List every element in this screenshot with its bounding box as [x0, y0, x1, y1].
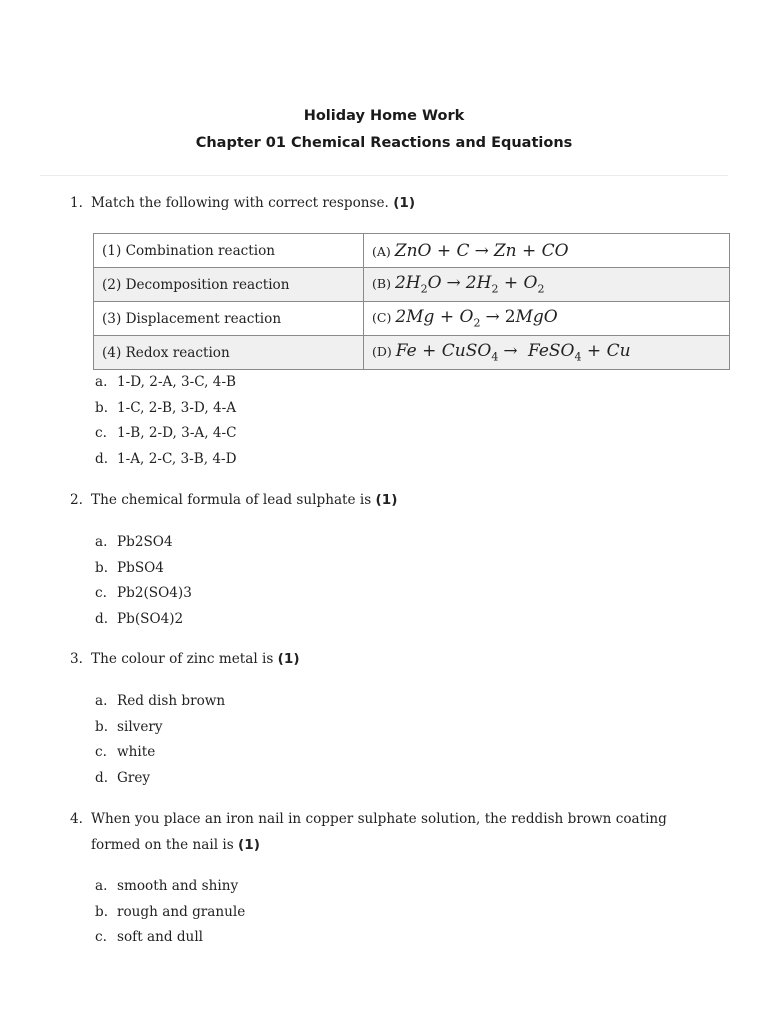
option-text: white	[117, 744, 156, 761]
question-marks: (1)	[238, 837, 260, 853]
header-divider	[40, 175, 728, 176]
chapter-title: Chapter 01 Chemical Reactions and Equations	[195, 135, 573, 151]
option-letter: d.	[95, 611, 109, 628]
option-letter: b.	[95, 903, 109, 920]
option-letter: c.	[95, 929, 107, 946]
option-letter: b.	[95, 718, 109, 735]
question-text-body: The colour of zinc metal is	[91, 651, 274, 667]
option-letter: c.	[95, 744, 107, 761]
option-item[interactable]	[95, 556, 192, 582]
option-item[interactable]	[95, 689, 225, 715]
table-row	[94, 336, 730, 370]
question-4	[70, 806, 710, 858]
question-text	[91, 806, 710, 858]
equation-b: $2H_2O \to 2H_2 + O_2$	[394, 273, 545, 296]
equation-c: $2Mg + O_2 \to 2MgO$	[395, 307, 558, 330]
question-marks: (1)	[393, 195, 416, 211]
question-number: 2.	[70, 492, 83, 508]
equation-tag: (A)	[372, 243, 391, 259]
table-cell-equation	[364, 336, 730, 370]
option-letter: d.	[95, 451, 109, 468]
option-text: Pb(SO4)2	[117, 611, 184, 628]
option-item[interactable]	[95, 874, 245, 900]
option-text: 1-B, 2-D, 3-A, 4-C	[117, 425, 237, 442]
table-cell-equation	[364, 234, 730, 268]
question-2-options	[95, 530, 192, 633]
question-number: 1.	[70, 195, 83, 211]
table-cell-reaction: (4) Redox reaction	[94, 336, 364, 370]
option-item[interactable]	[95, 900, 245, 926]
question-1	[70, 190, 710, 216]
question-3	[70, 646, 710, 672]
option-item[interactable]	[95, 421, 237, 447]
option-text: silvery	[117, 718, 163, 735]
question-number: 3.	[70, 651, 83, 667]
option-text: Pb2(SO4)3	[117, 585, 192, 602]
equation-tag: (C)	[372, 310, 392, 326]
option-text: Red dish brown	[117, 693, 226, 709]
equation-d: Fe + CuSO$_4$ → FeSO$_4$ + Cu	[395, 341, 631, 364]
table-row	[94, 302, 730, 336]
option-item[interactable]	[95, 607, 192, 633]
match-table	[93, 233, 730, 370]
question-text	[91, 646, 710, 672]
option-letter: a.	[95, 693, 108, 709]
option-text: Grey	[117, 770, 151, 787]
question-text	[91, 487, 710, 513]
option-item[interactable]	[95, 925, 245, 951]
option-item[interactable]	[95, 447, 237, 473]
question-1-options	[95, 370, 237, 473]
question-marks: (1)	[277, 651, 300, 667]
option-item[interactable]	[95, 740, 225, 766]
question-marks: (1)	[375, 492, 398, 508]
question-number: 4.	[70, 811, 83, 827]
option-text: soft and dull	[117, 929, 204, 946]
option-letter: a.	[95, 878, 108, 894]
table-cell-reaction: (2) Decomposition reaction	[94, 268, 364, 302]
option-text: smooth and shiny	[117, 878, 239, 894]
question-4-options	[95, 874, 245, 951]
option-text: 1-A, 2-C, 3-B, 4-D	[117, 451, 237, 468]
question-text-body: When you place an iron nail in copper sulphate solution, the reddish brown coating formed on the nail is	[91, 811, 667, 853]
table-row	[94, 234, 730, 268]
option-letter: c.	[95, 585, 107, 602]
option-letter: c.	[95, 425, 107, 442]
option-item[interactable]	[95, 396, 237, 422]
option-item[interactable]	[95, 766, 225, 792]
question-text-body: The chemical formula of lead sulphate is	[91, 492, 372, 508]
question-3-options	[95, 689, 225, 792]
option-text: PbSO4	[117, 559, 164, 576]
option-item[interactable]	[95, 370, 237, 396]
option-text: rough and granule	[117, 903, 246, 920]
option-text: 1-C, 2-B, 3-D, 4-A	[117, 399, 237, 416]
table-cell-equation	[364, 302, 730, 336]
option-letter: b.	[95, 399, 109, 416]
equation-tag: (B)	[372, 276, 391, 292]
option-letter: a.	[95, 374, 108, 390]
question-text	[91, 190, 710, 216]
option-text: Pb2SO4	[117, 534, 173, 550]
option-letter: a.	[95, 534, 108, 550]
question-2	[70, 487, 710, 513]
option-item[interactable]	[95, 715, 225, 741]
question-text-body: Match the following with correct response.	[91, 195, 389, 211]
option-letter: d.	[95, 770, 109, 787]
table-cell-reaction: (3) Displacement reaction	[94, 302, 364, 336]
table-cell-reaction: (1) Combination reaction	[94, 234, 364, 268]
table-cell-equation	[364, 268, 730, 302]
table-row	[94, 268, 730, 302]
option-text: 1-D, 2-A, 3-C, 4-B	[117, 374, 237, 390]
option-item[interactable]	[95, 581, 192, 607]
equation-a: ZnO + C → Zn + CO	[394, 240, 569, 261]
option-letter: b.	[95, 559, 109, 576]
option-item[interactable]	[95, 530, 192, 556]
document-title: Holiday Home Work	[303, 108, 465, 124]
equation-tag: (D)	[372, 344, 392, 360]
